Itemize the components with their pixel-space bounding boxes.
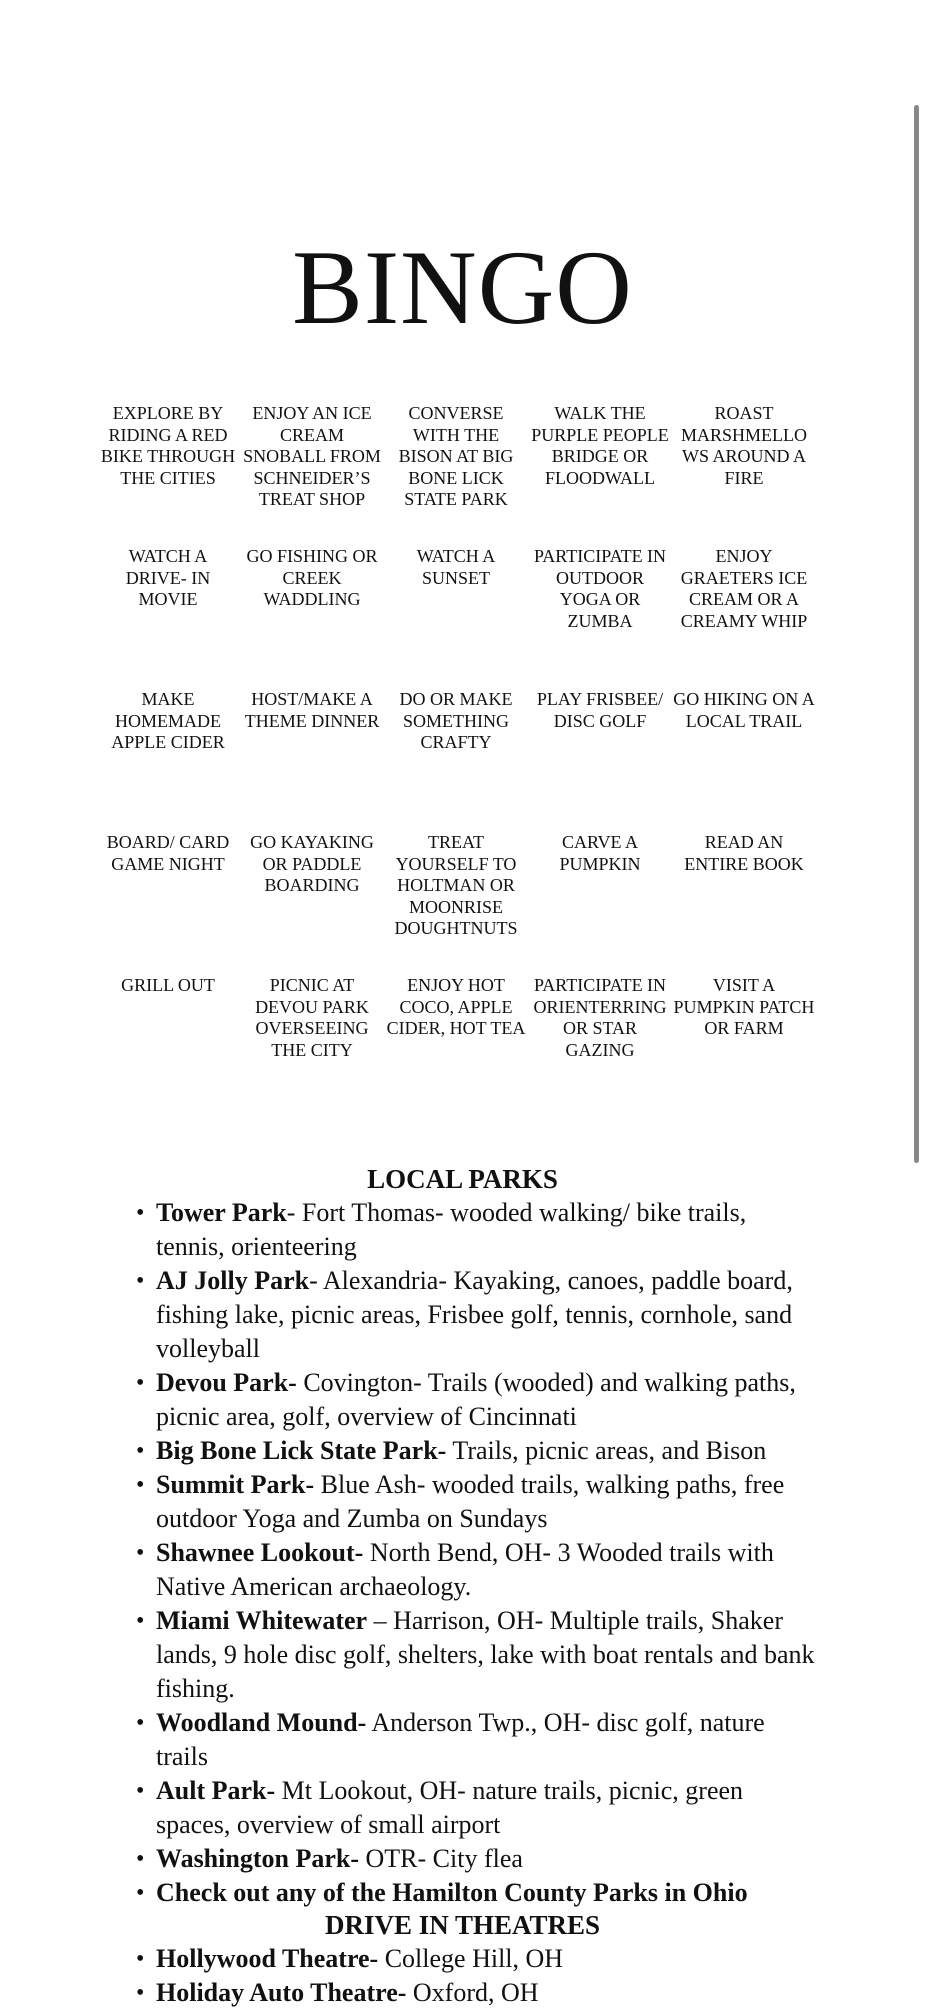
drive-in-theatres-heading: DRIVE IN THEATRES [324,1910,601,1940]
park-item [136,1774,816,1842]
park-item [136,1434,816,1468]
park-item [136,1196,816,1264]
bingo-row [96,689,816,832]
bingo-cell: ENJOY AN ICE CREAM SNOBALL FROM SCHNEIDER’S TREAT SHOP [243,403,381,509]
bingo-title: BINGO [292,229,633,346]
bingo-row [96,546,816,689]
park-item-name: Summit Park- [156,1470,315,1499]
park-item [136,1876,816,1910]
park-item [136,1468,816,1536]
park-item-detail: Blue Ash- wooded trails, walking paths, free outdoor Yoga and Zumba on Sundays [156,1470,785,1533]
bingo-row [96,403,816,546]
bingo-cell: VISIT A PUMPKIN PATCH OR FARM [673,975,815,1038]
bingo-cell: HOST/MAKE A THEME DINNER [244,689,380,731]
park-item-name: Devou Park- [156,1368,297,1397]
bingo-cell: GRILL OUT [121,975,215,995]
bingo-row [96,832,816,975]
bingo-cell: PARTICIPATE IN OUTDOOR YOGA OR ZUMBA [533,546,667,631]
park-item-detail: Mt Lookout, OH- nature trails, picnic, green spaces, overview of small airport [156,1776,744,1839]
park-item-name: Washington Park- [156,1844,359,1873]
park-item-detail: - Alexandria- Kayaking, canoes, paddle board, fishing lake, picnic areas, Frisbee golf, tennis, cornhole, sand volleyball [156,1266,793,1363]
local-parks-list [136,1196,816,1910]
park-item-detail: Covington- Trails (wooded) and walking paths, picnic area, golf, overview of Cincinnati [156,1368,796,1431]
theatre-item-detail: Oxford, OH [406,1978,539,2007]
local-parks-heading: LOCAL PARKS [367,1164,558,1194]
theatre-item-name: Holiday Auto Theatre- [156,1978,407,2007]
theatre-item-detail: College Hill, OH [378,1944,564,1973]
bingo-cell: ENJOY GRAETERS ICE CREAM OR A CREAMY WHIP [680,546,808,631]
bingo-cell: DO OR MAKE SOMETHING CRAFTY [399,689,513,752]
park-item-detail: Anderson Twp., OH- disc golf, nature trails [156,1708,765,1771]
bingo-cell: ENJOY HOT COCO, APPLE CIDER, HOT TEA [386,975,526,1038]
park-item-detail: - Fort Thomas- wooded walking/ bike trails, tennis, orienteering [156,1198,747,1261]
park-item-name: Miami Whitewater [156,1606,368,1635]
bingo-cell: PICNIC AT DEVOU PARK OVERSEEING THE CITY [255,975,369,1060]
park-item-name: Tower Park [156,1198,287,1227]
bingo-cell: ROAST MARSHMELLOWS AROUND A FIRE [680,403,807,488]
park-item [136,1264,816,1366]
bingo-cell: PLAY FRISBEE/ DISC GOLF [536,689,664,731]
park-item-name: Shawnee Lookout- [156,1538,364,1567]
bingo-cell: MAKE HOMEMADE APPLE CIDER [111,689,225,752]
bingo-cell: GO FISHING OR CREEK WADDLING [246,546,378,609]
park-item [136,1366,816,1434]
bingo-cell: TREAT YOURSELF TO HOLTMAN OR MOONRISE DOUGHTNUTS [394,832,518,938]
vertical-scrollbar[interactable] [914,105,919,1163]
bingo-cell: WATCH A SUNSET [416,546,496,588]
bingo-cell: GO HIKING ON A LOCAL TRAIL [673,689,815,731]
park-item [136,1536,816,1604]
bingo-cell: EXPLORE BY RIDING A RED BIKE THROUGH THE CITIES [100,403,236,488]
park-item [136,1706,816,1774]
bingo-cell: BOARD/ CARD GAME NIGHT [106,832,230,874]
park-item-detail: Trails, picnic areas, and Bison [446,1436,767,1465]
bingo-cell: READ AN ENTIRE BOOK [684,832,804,874]
park-item-name: Big Bone Lick State Park- [156,1436,447,1465]
park-item-name: Ault Park- [156,1776,276,1805]
park-item [136,1604,816,1706]
park-item-detail: North Bend, OH- 3 Wooded trails with Native American archaeology. [156,1538,774,1601]
bingo-grid [96,403,816,1085]
park-item-detail: OTR- City flea [359,1844,523,1873]
bingo-cell: WATCH A DRIVE- IN MOVIE [125,546,211,609]
park-item-name: Check out any of the Hamilton County Parks in Ohio [156,1878,748,1907]
bingo-cell: CONVERSE WITH THE BISON AT BIG BONE LICK STATE PARK [398,403,514,509]
theatre-item-name: Hollywood Theatre- [156,1944,379,1973]
bingo-row [96,975,816,1085]
park-item [136,1842,816,1876]
park-item-name: Woodland Mound- [156,1708,367,1737]
bingo-cell: PARTICIPATE IN ORIENTERRING OR STAR GAZING [533,975,667,1060]
drive-in-theatres-list [136,1942,816,2010]
bingo-cell: GO KAYAKING OR PADDLE BOARDING [250,832,374,895]
bingo-cell: CARVE A PUMPKIN [559,832,641,874]
park-item-detail: – Harrison, OH- Multiple trails, Shaker lands, 9 hole disc golf, shelters, lake with boat rentals and bank fishing. [156,1606,815,1703]
theatre-item [136,1976,816,2010]
park-item-name: AJ Jolly Park [156,1266,310,1295]
theatre-item [136,1942,816,1976]
bingo-cell: WALK THE PURPLE PEOPLE BRIDGE OR FLOODWALL [531,403,669,488]
